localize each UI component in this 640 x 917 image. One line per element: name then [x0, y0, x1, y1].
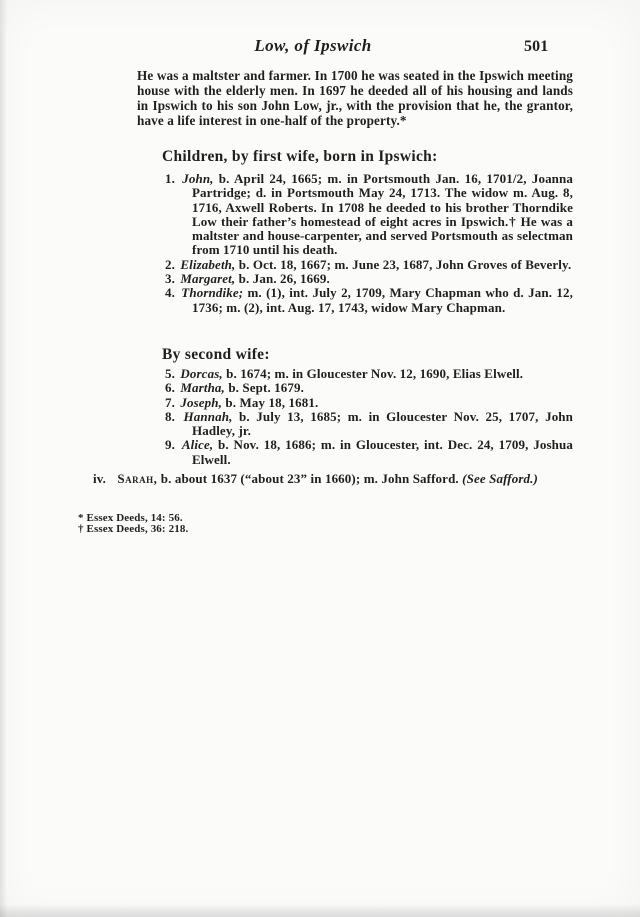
child-number: 1.: [165, 171, 175, 186]
child-number: 4.: [165, 285, 175, 301]
section-heading-second-wife: By second wife:: [162, 346, 270, 363]
child-text: m. (1), int. July 2, 1709, Mary Chapman who d. Jan. 12, 1736; m. (2), int. Aug. 17, 1743, widow Mary Chapman.: [192, 285, 573, 315]
child-number: 3.: [165, 271, 175, 287]
child-name: Joseph,: [180, 394, 223, 410]
child-entry-john: [137, 172, 573, 258]
child-text: b. 1674; m. in Gloucester Nov. 12, 1690, Elias Elwell.: [226, 366, 524, 381]
page-number: 501: [524, 38, 549, 55]
child-entry-alice: [137, 438, 573, 467]
child-name: Thorndike;: [181, 285, 244, 301]
child-number: 2.: [165, 256, 175, 272]
footnote-dagger: † Essex Deeds, 36: 218.: [78, 523, 189, 536]
running-head-title: Low, of Ipswich: [254, 36, 372, 55]
section-heading-first-wife: Children, by first wife, born in Ipswich:: [162, 148, 438, 165]
children-list-first-wife: [137, 172, 573, 315]
child-entry-martha: [137, 381, 573, 395]
sarah-entry: [93, 472, 587, 485]
child-text: b. Jan. 26, 1669.: [238, 271, 330, 287]
child-text: b. Sept. 1679.: [228, 380, 305, 396]
child-name: John,: [182, 171, 214, 186]
child-text: b. Oct. 18, 1667; m. June 23, 1687, John Groves of Beverly.: [238, 256, 572, 272]
footnote-asterisk: * Essex Deeds, 14: 56.: [78, 512, 183, 524]
child-name: Alice,: [181, 437, 214, 453]
child-entry-margaret: [137, 272, 573, 286]
child-number: 9.: [165, 437, 175, 453]
intro-paragraph: He was a maltster and farmer. In 1700 he was seated in the Ipswich meeting house with the elderly men. In 1697 he deeded all of his housing and lands in Ipswich to his son John Low, jr., with the provision that he, the grantor, have a life interest in one-half of the property.*: [137, 68, 573, 128]
child-number: 6.: [165, 380, 175, 396]
child-entry-dorcas: [137, 367, 573, 381]
child-entry-thorndike: [137, 286, 573, 315]
sarah-name: Sarah,: [117, 471, 158, 486]
child-name: Dorcas,: [180, 366, 223, 381]
child-number: 5.: [165, 366, 175, 381]
footnotes: [78, 513, 378, 535]
child-name: Elizabeth,: [180, 256, 236, 272]
child-name: Hannah,: [183, 408, 233, 424]
child-text: b. Nov. 18, 1686; m. in Gloucester, int. Dec. 24, 1709, Joshua Elwell.: [192, 437, 574, 467]
children-list-second-wife: [137, 367, 573, 467]
child-text: b. July 13, 1685; m. in Gloucester Nov. 25, 1707, John Hadley, jr.: [192, 408, 574, 439]
child-number: 7.: [165, 394, 175, 410]
sarah-text: b. about 1637 (“about 23” in 1660); m. John Safford.: [160, 471, 463, 486]
child-name: Margaret,: [180, 271, 236, 287]
child-entry-hannah: [137, 410, 573, 439]
child-text: b. May 18, 1681.: [225, 394, 319, 410]
child-entry-joseph: [137, 396, 573, 410]
sarah-roman-numeral: iv.: [93, 471, 107, 486]
child-number: 8.: [165, 408, 175, 424]
child-text: b. April 24, 1665; m. in Portsmouth Jan. 16, 1701/2, Joanna Partridge; d. in Portsmouth May 24, 1713. The widow m. Aug. 8, 1716, Axwell Roberts. In 1708 he deeded to his brother Thorndike Low their father’s homestead of eight acres in Ipswich.† He was a maltster and house-carpenter, and served Portsmouth as selectman from 1710 until his death.: [192, 171, 574, 258]
child-name: Martha,: [180, 380, 225, 396]
child-entry-elizabeth: [137, 258, 573, 272]
sarah-see-reference: (See Safford.): [462, 471, 538, 486]
